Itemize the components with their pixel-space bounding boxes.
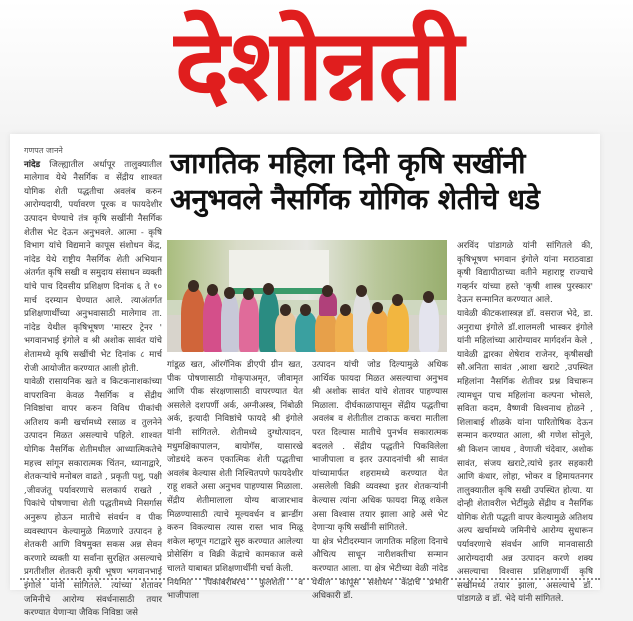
- dateline: नांदेड: [24, 159, 41, 170]
- paragraph: नियमित पिकांबरोबरच फुलशेती व भाजीपाला: [167, 577, 303, 602]
- newspaper-logo: देशोन्नती: [174, 9, 462, 123]
- paragraph: अरविंद पांडागळे यांनी सांगितले की, कृषिभूषण भगवान इंगोले यांना मराठवाडा कृषी विद्यापीठाच्या वतीने महाराष्ट्र राज्याचे गव्हर्नर यांच्या हस्ते 'कृषी शास्त्र पुरस्कार' देऊन सन्मानित करण्यात आले.: [457, 241, 593, 306]
- paragraph: गांडूळ खत, ऑरगॅनिक डीएपी ग्रीन खत, पीक पोषणासाठी गोकृपाअमृत, जीवामृत आणि पीक संरक्षणासाठी वापरण्यात येत असलेले दशपर्णी अर्क, अग्नीअस्त्र, निंबोळी अर्क, इत्यादी निविष्ठांचे फायदे श्री इंगोले यांनी सांगितले. शेतीमध्ये दुग्धोत्पादन, मधुमक्षिकापालन, बायोगॅस, यासारखे जोडधंदे करुन एकात्मिक शेती पद्धतीचा अवलंब केल्यास शेती निश्चितपणे फायदेशीर राहू शकते असा अनुभव पाहण्यास मिळाला. सेंद्रीय शेतीमालाला योग्य बाजारभाव मिळण्यासाठी त्याचे मूल्यवर्धन व ब्रान्डींग करुन विकल्यास त्यास रास्त भाव मिळू शकेल म्हणून गटाद्वारे सुरु करण्यात आलेल्या प्रोसेसिंग व विक्री केंद्राचे कामकाज कसे चालते याबाबत प्रशिक्षणार्थींनी चर्चा केली.: [167, 360, 303, 574]
- article-column-4: [457, 240, 593, 607]
- article-column-1: [24, 144, 162, 621]
- article-column-2: [167, 359, 303, 604]
- paragraph: या क्षेत्र भेटीदरम्यान जागतिक महिला दिनाचे औचित्य साधून नारीशक्तीचा सन्मान करण्यात आला. या क्षेत्र भेटीच्या वेळी नांदेड येथील कापूस संशोधन केंद्राचे प्रभारी अधिकारी डॉ.: [312, 536, 448, 602]
- headline-line-1: जागतिक महिला दिनी कृषि सखींनी: [170, 147, 526, 180]
- dotted-divider: [20, 578, 600, 580]
- paragraph: यावेळी रासायनिक खते व किटकनाशकांच्या वापराविना केवळ नैसर्गिक व सेंद्रीय निविष्ठांचा वापर करुन विविध पीकांची अतिशय कमी खर्चामध्ये रसाळ व तुलनेने उत्पादन मिळत असल्याचे पहिले. शाश्वत योगिक नैसर्गिक शेतीमधील आध्यात्मिकतेचे महत्त्व सांगून सकारात्मक चिंतन, ध्यानाद्वारे, शेतकऱ्यांचे मनोबल वाढते , प्रकृती पशु, पक्षी ,जीवजंतू पर्यावरणाचे सलकार्य राखते , पिकांचे पोषणाचा शेती पद्धतीमध्ये निसर्गास अनुरूप होऊन मातीचे संवर्धन व पीक व्यवस्थापन केल्यामुळे मिळणारे उत्पादन हे शेतकरी आणि विषमुक्त सकस अन्न सेवन करणारे व्यक्ती या सर्वांना सुरक्षित असल्याचे प्रगतीशील शेतकरी कृषी भूषण भगवानभाई इंगोले यांनी सांगितले. त्यांच्या शेतावर जमिनीचे आरोग्य संवर्धनासाठी तयार करण्यात येणाऱ्या जैविक निविष्ठा जसे: [24, 377, 162, 619]
- banner: [229, 250, 329, 294]
- article-photo: [167, 240, 447, 352]
- byline: गणपत जानने: [24, 146, 63, 155]
- paragraph: यावेळी कीटकशास्त्रज्ञ डॉ. वसराज भेदे, डा. अनुराधा इंगोले डॉ.शालमली भास्कर इंगोले यांनी महिलांच्या आरोग्यावर मार्गदर्शन केले , यावेळी द्वारका शेषेराव राजेनर, कृषीसखी सौ.अनिता सावंत ,आशा खराटे ,उपस्थित महिलांना नैसर्गिक शेतीवर प्रश्न विचारून त्यामधून पाच महिलांना कल्पना भोसले, सविता कदम, वैष्णवी विश्वनाथ होळने , शिलाबाई शीळके यांना पारितोषिक देऊन सन्मान करण्यात आला, श्री गणेश सोनुले, श्री किशन जाधव , वेणाजी चंदेवार, अशोक सावंत, संजय खराटे,त्यांचे इतर सहकारी आणि कंधार, लोहा, भोकर व हिमायतनगर तालुक्यातील कृषि सखी उपस्थित होत्या. या दोन्ही शेतावरील भेटींमुळे सेंद्रीय व नैसर्गिक योगिक शेती पद्धती वापर केल्यामुळे अतिशय अल्प खर्चामध्ये जमिनीचे आरोग्य सुधारून पर्यावरणाचे संवर्धन आणि मानवासाठी आरोग्यदायी अन्न उत्पादन करणे शक्य असल्याचा विश्वास प्रशिक्षणार्थी कृषि सखींमध्ये तयार झाला, असल्याचे डॉ. पांडागळे व डॉ. भेदे यांनी सांगितले.: [457, 308, 593, 605]
- paragraph: उत्पादन यांची जोड दिल्यामुळे अधिक आर्थिक फायदा मिळत असल्याचा अनुभव श्री अशोक सावंत यांचे शेतावर पाहण्यास मिळाला. दीर्घकाळापासून सेंद्रीय पद्धतीचा अवलंब व शेतीतील टाकाऊ कचरा मातीला परत दिल्यास मातीचे पुनर्भव सकारात्मक बदलले . सेंद्रीय पद्धतीने पिकविलेला भाजीपाला व इतर उत्पादनांची श्री सावंत यांच्यामार्फत शहरामध्ये करण्यात येत असलेली विक्री व्यवस्था इतर शेतकऱ्यांनी केल्यास त्यांना अधिक फायदा मिळू शकेल असा विश्वास तयार झाला आहे असे भेट देणाऱ्या कृषि सखींनी सांगितले.: [312, 360, 448, 534]
- article-column-3: [312, 359, 448, 604]
- headline-line-2: अनुभवले नैसर्गिक योगिक शेतीचे धडे: [170, 183, 540, 216]
- masthead: [0, 0, 633, 132]
- paragraph: नांदेड जिल्ह्यातील अर्धापूर तालुक्यातील मालेगाव येथे नैसर्गिक व सेंद्रीय शाश्वत योगिक शेती पद्धतीचा अवलंब करुन आरोग्यदायी, पर्यावरण पूरक व फायदेशीर उत्पादन घेण्याचे तंत्र कृषि सखींनी नैसर्गिक शेतीस भेट देऊन अनुभवले. आत्मा - कृषि विभाग यांचे विद्यमाने कापूस संशोधन केंद्र, नांदेड येथे राष्ट्रीय नैसर्गिक शेती अभियान अंतर्गत कृषि सखी व समुदाय संसाधन व्यक्ती यांचे पाच दिवसीय प्रशिक्षण दिनांक ६ ते १० मार्च दरम्यान घेण्यात आले. त्याअंतर्गत प्रशिक्षणार्थींच्या अनुभवासाठी मालेगाव ता. नांदेड येथील कृषिभूषण 'मास्टर ट्रेनर ' भगवानभाई इंगोले व श्री अशोक सावंत यांचे शेतामध्ये कृषि सखींची भेट दिनांक ८ मार्च रोजी आयोजीत करण्यात आली होती.: [24, 159, 162, 374]
- article-headline: [170, 146, 600, 218]
- newspaper-clipping: [10, 134, 600, 619]
